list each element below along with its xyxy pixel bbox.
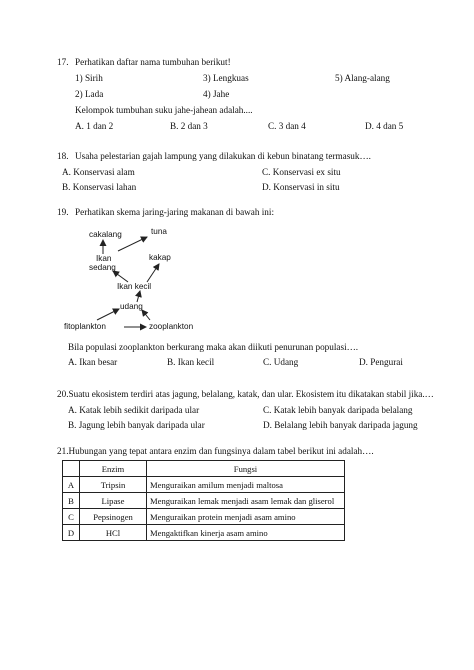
header-fungsi: Fungsi [147, 461, 345, 477]
q18-option-b[interactable]: B. Konservasi lahan [62, 182, 137, 192]
node-ikan-kecil: Ikan kecil [117, 282, 152, 291]
q19-stem: Perhatikan skema jaring-jaring makanan di bawah ini: [75, 207, 274, 217]
row-letter: A [63, 477, 80, 493]
node-udang: udang [120, 302, 143, 311]
node-cakalang: cakalang [89, 230, 122, 239]
arrow-ikan-kecil-to-ikan-sedang [113, 271, 128, 282]
q17-option-d[interactable]: D. 4 dan 5 [365, 121, 404, 131]
node-tuna: tuna [151, 227, 167, 236]
q21-stem: 21.Hubungan yang tepat antara enzim dan fungsinya dalam tabel berikut ini adalah…. [57, 446, 374, 456]
row-letter: B [63, 493, 80, 509]
q20-option-c[interactable]: C. Katak lebih banyak daripada belalang [263, 405, 413, 415]
q18-option-a[interactable]: A. Konservasi alam [62, 167, 135, 177]
q17-number: 17. [57, 57, 69, 67]
q20-option-b[interactable]: B. Jagung lebih banyak daripada ular [68, 420, 205, 430]
q18-stem: Usaha pelestarian gajah lampung yang dilakukan di kebun binatang termasuk…. [75, 151, 371, 161]
node-fitoplankton: fitoplankton [64, 322, 106, 331]
row-fungsi: Menguraikan protein menjadi asam amino [147, 509, 345, 525]
row-enzim: Pepsinogen [80, 509, 147, 525]
row-fungsi: Menguraikan amilum menjadi maltosa [147, 477, 345, 493]
q19-option-a[interactable]: A. Ikan besar [68, 357, 118, 367]
q20-stem: 20.Suatu ekosistem terdiri atas jagung, belalang, katak, dan ular. Ekosistem itu dikatakan stabil jika.… [57, 389, 434, 399]
q17-option-b[interactable]: B. 2 dan 3 [170, 121, 208, 131]
row-enzim: HCl [80, 525, 147, 541]
enzyme-table [62, 460, 345, 541]
table-row[interactable] [63, 509, 345, 525]
q18-option-d[interactable]: D. Konservasi in situ [262, 182, 340, 192]
q17-item-5: 5) Alang-alang [335, 73, 390, 83]
q18-number: 18. [57, 151, 69, 161]
header-enzim: Enzim [80, 461, 147, 477]
q17-option-a[interactable]: A. 1 dan 2 [75, 121, 114, 131]
q19-option-d[interactable]: D. Pengurai [359, 357, 403, 367]
q17-item-2: 2) Lada [75, 89, 104, 99]
q19-question: Bila populasi zooplankton berkurang maka akan diikuti penurunan populasi…. [68, 342, 359, 352]
q19-number: 19. [57, 207, 69, 217]
row-enzim: Lipase [80, 493, 147, 509]
table-row[interactable] [63, 525, 345, 541]
q17-option-c[interactable]: C. 3 dan 4 [268, 121, 306, 131]
row-letter: C [63, 509, 80, 525]
row-letter: D [63, 525, 80, 541]
q19-option-b[interactable]: B. Ikan kecil [167, 357, 215, 367]
q20-option-a[interactable]: A. Katak lebih sedikit daripada ular [68, 405, 200, 415]
row-enzim: Tripsin [80, 477, 147, 493]
table-row[interactable] [63, 477, 345, 493]
table-row[interactable] [63, 493, 345, 509]
q20-option-d[interactable]: D. Belalang lebih banyak daripada jagung [263, 420, 418, 430]
node-kakap: kakap [149, 253, 171, 262]
arrow-zooplankton-to-udang [142, 310, 150, 320]
arrow-fitoplankton-to-udang [97, 309, 119, 320]
node-zooplankton: zooplankton [149, 322, 194, 331]
arrow-ikan-sedang-to-tuna [118, 237, 147, 251]
q19-option-c[interactable]: C. Udang [263, 357, 299, 367]
q17-question: Kelompok tumbuhan suku jahe-jahean adalah.... [75, 105, 253, 115]
header-letter [63, 461, 80, 477]
q17-item-4: 4) Jahe [203, 89, 230, 99]
q17-item-1: 1) Sirih [75, 73, 103, 83]
arrow-ikan-kecil-to-kakap [147, 264, 159, 282]
q17-stem: Perhatikan daftar nama tumbuhan berikut! [75, 57, 231, 67]
q18-option-c[interactable]: C. Konservasi ex situ [262, 167, 341, 177]
row-fungsi: Menguraikan lemak menjadi asam lemak dan gliserol [147, 493, 345, 509]
row-fungsi: Mengaktifkan kinerja asam amino [147, 525, 345, 541]
table-header-row [63, 461, 345, 477]
q17-item-3: 3) Lengkuas [203, 73, 249, 83]
node-sedang: sedang [89, 263, 116, 272]
node-ikan: Ikan [96, 254, 112, 263]
arrow-udang-to-ikan-kecil [137, 291, 140, 302]
